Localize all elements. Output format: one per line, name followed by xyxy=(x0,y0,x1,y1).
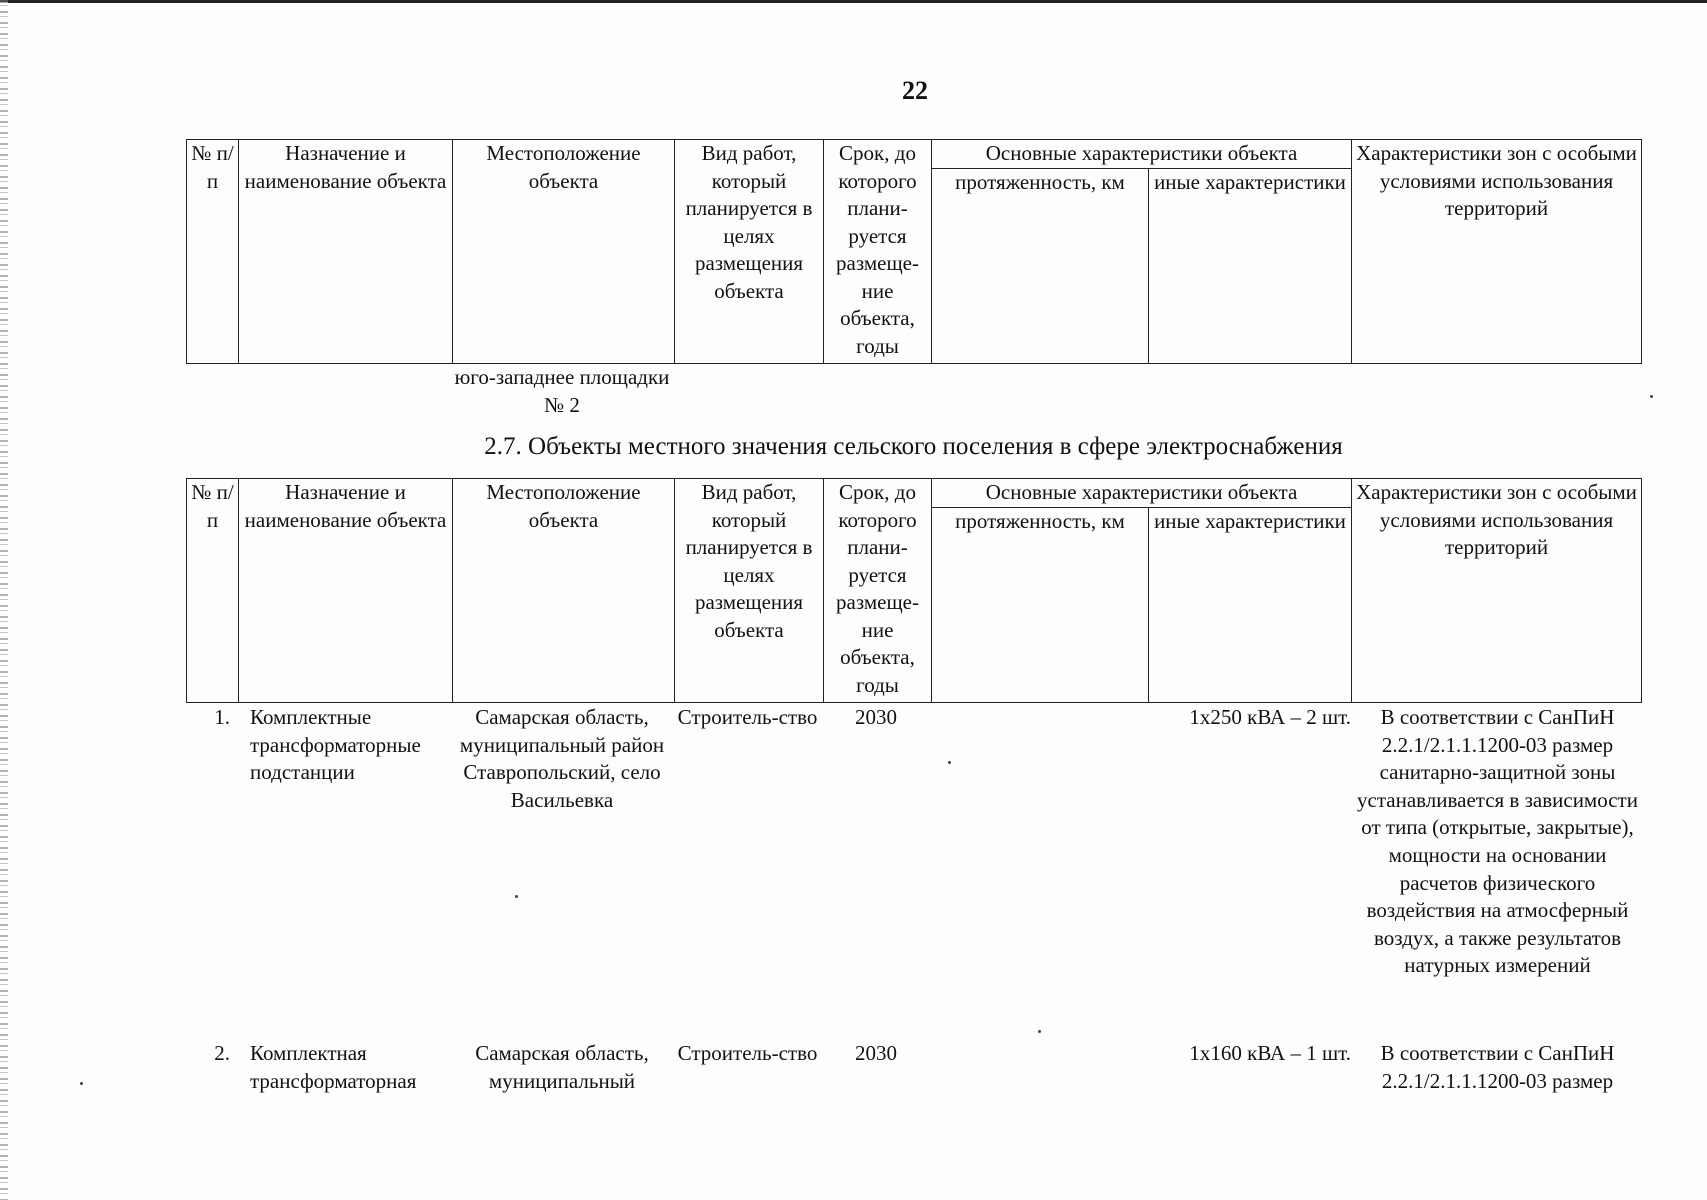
row-name: Комплектная трансформаторная xyxy=(250,1041,417,1093)
row-zones: В соответствии с СанПиН 2.2.1/2.1.1.1200-03 размер санитарно-защитной зоны устанавливается в зависимости от типа (открытые, закрытые), мощности на основании расчетов физического воздействия на атмосферный воздух, а также результатов натурных измерений xyxy=(1357,705,1638,978)
header-location: Местоположение объекта xyxy=(453,479,675,703)
header-length: протяженность, км xyxy=(932,507,1149,702)
scan-speck xyxy=(948,761,951,764)
header-location: Местоположение объекта xyxy=(453,140,675,364)
header-name: Назначение и наименование объекта xyxy=(239,479,453,703)
row-other: 1x250 кВА – 2 шт. xyxy=(1189,705,1351,729)
row-zones: В соответствии с СанПиН 2.2.1/2.1.1.1200-03 размер xyxy=(1380,1041,1615,1093)
row-other: 1x160 кВА – 1 шт. xyxy=(1189,1041,1351,1065)
page-number: 22 xyxy=(902,76,928,105)
scan-left-edge xyxy=(0,0,8,1200)
header-term: Срок, до которого плани-руется размеще-ние объекта, годы xyxy=(824,140,932,364)
row-num: 2. xyxy=(214,1041,230,1065)
scan-speck xyxy=(80,1082,83,1085)
scan-speck xyxy=(1038,1030,1041,1033)
header-zones: Характеристики зон с особыми условиями использования территорий xyxy=(1352,479,1642,703)
header-length: протяженность, км xyxy=(932,168,1149,363)
table-header-section xyxy=(186,478,1642,703)
row-name: Комплектные трансформаторные подстанции xyxy=(250,705,421,785)
section-title: 2.7. Объекты местного значения сельского поселения в сфере электроснабжения xyxy=(484,433,1343,460)
header-other: иные характеристики xyxy=(1149,168,1352,363)
row-location: Самарская область, муниципальный xyxy=(475,1041,649,1093)
row-term: 2030 xyxy=(855,1041,897,1065)
header-work: Вид работ, который планируется в целях размещения объекта xyxy=(675,140,824,364)
header-zones: Характеристики зон с особыми условиями использования территорий xyxy=(1352,140,1642,364)
scan-speck xyxy=(515,895,518,898)
scan-top-edge xyxy=(0,0,1707,3)
header-name: Назначение и наименование объекта xyxy=(239,140,453,364)
row-work: Строитель-ство xyxy=(677,705,818,729)
row-term: 2030 xyxy=(855,705,897,729)
header-term: Срок, до которого плани-руется размеще-ние объекта, годы xyxy=(824,479,932,703)
header-main-characteristics: Основные характеристики объекта xyxy=(932,479,1352,508)
header-main-characteristics: Основные характеристики объекта xyxy=(932,140,1352,169)
header-other: иные характеристики xyxy=(1149,507,1352,702)
row-location: Самарская область, муниципальный район Ставропольский, село Васильевка xyxy=(459,705,665,812)
header-num: № п/п xyxy=(187,479,239,703)
header-work: Вид работ, который планируется в целях размещения объекта xyxy=(675,479,824,703)
continuation-text: юго-западнее площадки № 2 xyxy=(454,365,670,417)
row-work: Строитель-ство xyxy=(677,1041,818,1065)
header-num: № п/п xyxy=(187,140,239,364)
scan-speck xyxy=(1650,395,1653,398)
table-header-top xyxy=(186,139,1642,364)
row-num: 1. xyxy=(214,705,230,729)
